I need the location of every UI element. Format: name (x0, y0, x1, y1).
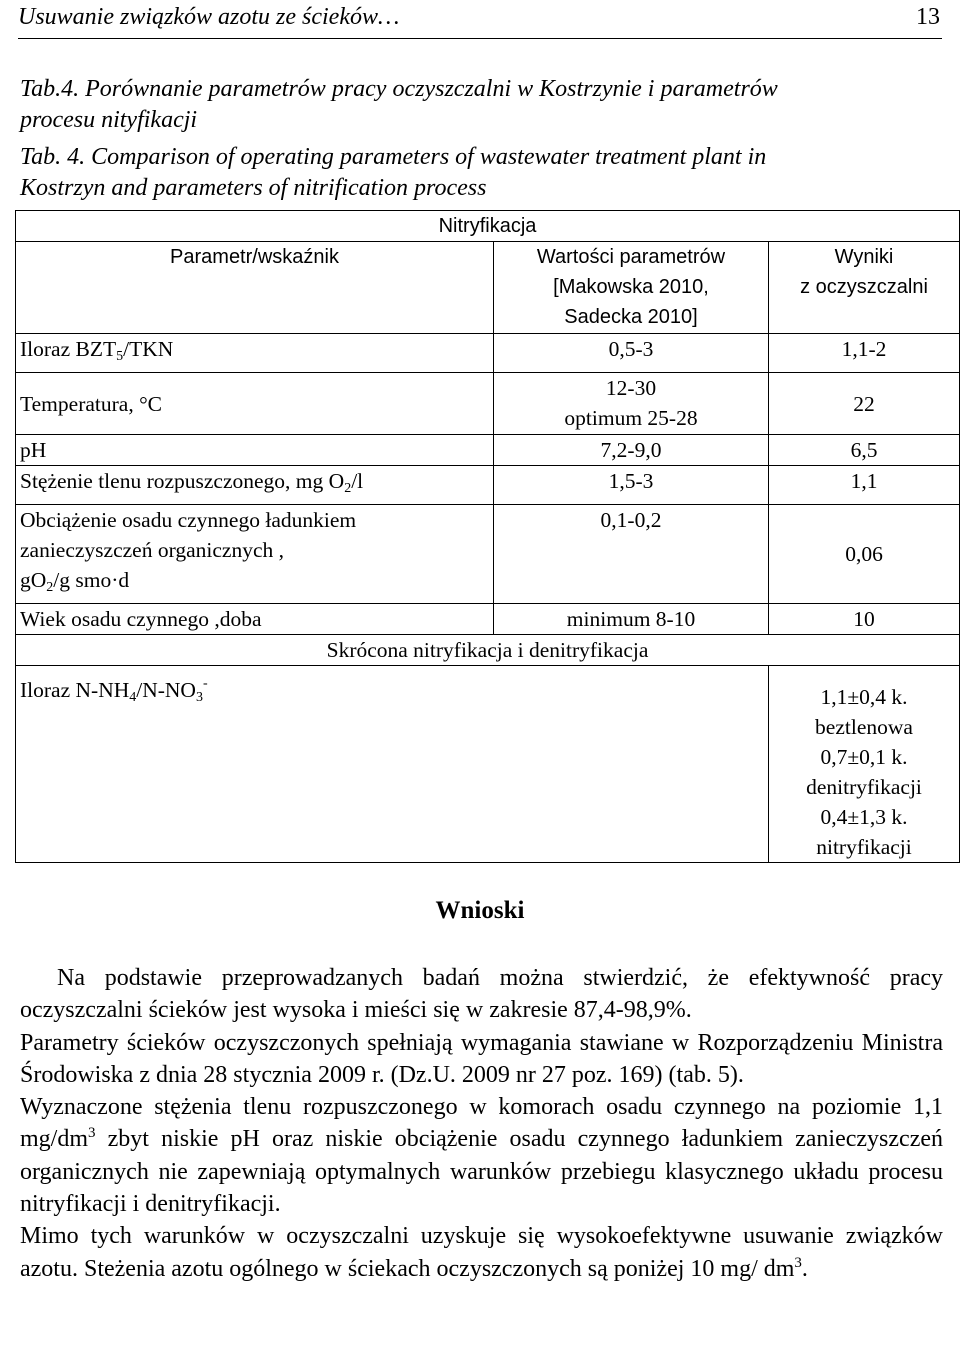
section-nitrification: Nitryfikacja (16, 211, 960, 242)
conclusion-paragraph: Mimo tych warunków w oczyszczalni uzyskuje się wysokoefektywne usuwanie związków azotu. Steżenia azotu ogólnego w ściekach oczyszczonych są poniżej 10 mg/ $dm^3$. (20, 1223, 943, 1282)
conclusions-heading: Wnioski (435, 897, 525, 924)
row-label-ratio: Iloraz $N-NH_4/N-NO_3^-$ (16, 666, 769, 863)
row-value-sludge-age: minimum 8-10 (494, 604, 769, 635)
table-section-row (16, 211, 960, 242)
row-result-bzt: 1,1-2 (769, 334, 960, 373)
running-title: Usuwanie związków azotu ze ścieków… (18, 4, 400, 30)
row-value-temperature: 12-30 optimum 25-28 (494, 373, 769, 435)
conclusion-paragraph: Parametry ścieków oczyszczonych spełniają wymagania stawiane w Rozporządzeniu Ministra Środowiska z dnia 28 stycznia 2009 r. (Dz.U. 2009 nr 27 poz. 169) (tab. 5). (20, 1029, 943, 1088)
row-label-oxygen: Stężenie tlenu rozpuszczonego, mg $O_2/l$ (16, 466, 494, 505)
header-plant-results: Wyniki z oczyszczalni (769, 242, 960, 334)
row-label-ph: pH (16, 435, 494, 466)
row-label-bzt: Iloraz $BZT_5$/TKN (16, 334, 494, 373)
row-result-ph: 6,5 (769, 435, 960, 466)
table-row (16, 466, 960, 505)
conclusions-body (20, 962, 943, 1285)
row-result-sludge-age: 10 (769, 604, 960, 635)
header-reference-values: Wartości parametrów [Makowska 2010, Sadecka 2010] (494, 242, 769, 334)
row-label-sludge-load: Obciążenie osadu czynnego ładunkiem zanieczyszczeń organicznych , $gO_2/g$ smo·d (16, 505, 494, 604)
parameters-table (15, 210, 960, 863)
table-row (16, 666, 960, 863)
table-caption-pl (20, 74, 950, 136)
row-value-sludge-load: 0,1-0,2 (494, 505, 769, 604)
row-value-oxygen: 1,5-3 (494, 466, 769, 505)
row-label-sludge-age: Wiek osadu czynnego ,doba (16, 604, 494, 635)
table-row (16, 435, 960, 466)
row-value-bzt: 0,5-3 (494, 334, 769, 373)
caption-pl-line2: procesu nityfikacji (20, 107, 198, 133)
row-label-temperature: Temperatura, °C (16, 373, 494, 435)
table-row (16, 505, 960, 604)
conclusion-paragraph: Na podstawie przeprowadzanych badań można stwierdzić, że efektywność pracy oczyszczalni ścieków jest wysoka i mieści się w zakresie 87,4-98,9%. (20, 965, 943, 1024)
row-result-sludge-load: 0,06 (769, 505, 960, 604)
caption-pl-line1: Tab.4. Porównanie parametrów pracy oczyszczalni w Kostrzynie i parametrów (20, 76, 778, 102)
table-section-row (16, 635, 960, 666)
table-caption-en (20, 142, 950, 204)
row-value-ph: 7,2-9,0 (494, 435, 769, 466)
table-header-row (16, 242, 960, 334)
running-header (18, 2, 942, 39)
row-result-temperature: 22 (769, 373, 960, 435)
caption-en-line2: Kostrzyn and parameters of nitrification process (20, 175, 487, 201)
row-result-oxygen: 1,1 (769, 466, 960, 505)
section-shortcut-nitrification: Skrócona nitryfikacja i denitryfikacja (16, 635, 960, 666)
conclusion-paragraph: Wyznaczone stężenia tlenu rozpuszczonego w komorach osadu czynnego na poziomie 1,1 $mg/dm^3$ zbyt niskie pH oraz niskie obciążenie osadu czynnego ładunkiem zanieczyszczeń organicznych nie zapewniają optymalnych warunków przebiegu klasycznego układu procesu nitryfikacji i denitryfikacji. (20, 1094, 943, 1218)
row-result-ratio: 1,1±0,4 k. beztlenowa 0,7±0,1 k. denitryfikacji 0,4±1,3 k. nitryfikacji (769, 666, 960, 863)
caption-en-line1: Tab. 4. Comparison of operating parameters of wastewater treatment plant in (20, 144, 767, 170)
table-row (16, 334, 960, 373)
table-row (16, 373, 960, 435)
table-row (16, 604, 960, 635)
header-parameter: Parametr/wskaźnik (16, 242, 494, 334)
page-number: 13 (916, 4, 940, 30)
